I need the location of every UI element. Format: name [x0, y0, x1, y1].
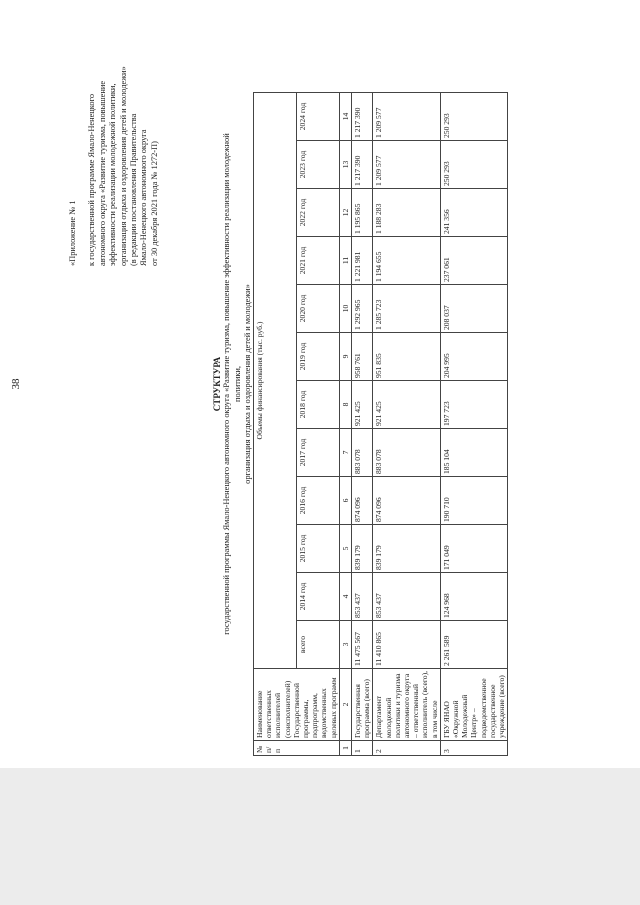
table-cell: 1 285 723	[373, 285, 440, 333]
table-row	[352, 93, 373, 756]
column-number: 11	[339, 237, 351, 285]
table-cell: 11 475 567	[352, 621, 373, 669]
appendix-line: к государственной программе Ямало-Ненецкого	[87, 93, 97, 266]
title-line: организация отдыха и оздоровления детей и молодежи»	[243, 284, 253, 484]
table-cell: 208 037	[440, 285, 507, 333]
header-year: 2018 год	[296, 381, 339, 429]
header-year: 2017 год	[296, 429, 339, 477]
table-cell: 1 195 865	[352, 189, 373, 237]
table-cell: 853 437	[352, 573, 373, 621]
table-year-row	[296, 93, 339, 756]
column-number: 4	[339, 573, 351, 621]
header-year: 2022 год	[296, 189, 339, 237]
column-number: 8	[339, 381, 351, 429]
appendix-line: автономного округа «Развитие туризма, повышение	[97, 80, 107, 266]
column-number: 12	[339, 189, 351, 237]
table-column-number-row	[339, 93, 351, 756]
table-cell: 250 293	[440, 141, 507, 189]
table-cell: 124 968	[440, 573, 507, 621]
table-cell: 951 835	[373, 333, 440, 381]
table-cell: 958 761	[352, 333, 373, 381]
table-cell: 11 410 865	[373, 621, 440, 669]
table-row	[373, 93, 440, 756]
table-cell: 241 356	[440, 189, 507, 237]
table-cell: 921 425	[373, 381, 440, 429]
table-cell: 839 179	[373, 525, 440, 573]
table-cell: 874 096	[352, 477, 373, 525]
appendix-heading: «Приложение № 1	[68, 200, 77, 266]
column-number: 10	[339, 285, 351, 333]
header-year: 2020 год	[296, 285, 339, 333]
column-number: 5	[339, 525, 351, 573]
column-number: 1	[339, 741, 351, 756]
header-year: 2016 год	[296, 477, 339, 525]
row-name: Департамент молодежной политики и туризма автономного округа – ответственный исполнитель (всего), в том числе	[373, 669, 440, 741]
page-number: 38	[10, 378, 22, 390]
table-cell: 883 078	[352, 429, 373, 477]
table-cell: 1 209 577	[373, 141, 440, 189]
table-cell: 1 188 283	[373, 189, 440, 237]
row-number: 1	[352, 741, 373, 756]
header-name: Наименование ответственных исполнителей (соисполнителей) Государственной программы, подпрограмм, ведомственных целевых программ	[254, 669, 340, 741]
table-cell: 204 995	[440, 333, 507, 381]
header-year: 2021 год	[296, 237, 339, 285]
title-main: СТРУКТУРА	[212, 356, 222, 412]
table-cell: 237 061	[440, 237, 507, 285]
row-name: Государственная программа (всего)	[352, 669, 373, 741]
row-name: ГБУ ЯНАО «Окружной Молодежный Центр» – подведомственное государственное учреждение (всего)	[440, 669, 507, 741]
header-year: 2024 год	[296, 93, 339, 141]
header-no: № п/п	[254, 741, 340, 756]
financing-table	[253, 92, 508, 756]
table-cell: 1 221 981	[352, 237, 373, 285]
table-cell: 874 096	[373, 477, 440, 525]
row-number: 2	[373, 741, 440, 756]
header-year: 2023 год	[296, 141, 339, 189]
appendix-line: (в редакции постановления Правительства	[129, 113, 139, 266]
header-year: всего	[296, 621, 339, 669]
column-number: 6	[339, 477, 351, 525]
table-cell: 1 292 965	[352, 285, 373, 333]
table-cell: 185 104	[440, 429, 507, 477]
table-header-row	[254, 93, 297, 756]
header-year: 2015 год	[296, 525, 339, 573]
header-year: 2019 год	[296, 333, 339, 381]
table-cell: 1 217 390	[352, 93, 373, 141]
document-title	[212, 130, 254, 638]
appendix-line: эффективности реализации молодежной политики,	[108, 83, 118, 266]
header-year: 2014 год	[296, 573, 339, 621]
table-cell: 1 209 577	[373, 93, 440, 141]
column-number: 14	[339, 93, 351, 141]
table-cell: 883 078	[373, 429, 440, 477]
table-cell: 250 293	[440, 93, 507, 141]
appendix-line: Ямало-Ненецкого автономного округа	[139, 129, 149, 266]
column-number: 2	[339, 669, 351, 741]
appendix-block	[68, 16, 160, 266]
appendix-line: организация отдыха и оздоровления детей и молодежи»	[118, 66, 128, 266]
column-number: 9	[339, 333, 351, 381]
table-cell: 1 217 390	[352, 141, 373, 189]
table-cell: 1 194 655	[373, 237, 440, 285]
column-number: 7	[339, 429, 351, 477]
table-cell: 197 723	[440, 381, 507, 429]
table-row	[440, 93, 507, 756]
table-cell: 171 049	[440, 525, 507, 573]
table-cell: 853 437	[373, 573, 440, 621]
table-cell: 839 179	[352, 525, 373, 573]
row-number: 3	[440, 741, 507, 756]
column-number: 3	[339, 621, 351, 669]
title-line: государственной программы Ямало-Ненецкого автономного округа «Развитие туризма, повышение эффективности реализации молодежной политики,	[222, 133, 242, 635]
table-cell: 2 261 589	[440, 621, 507, 669]
column-number: 13	[339, 141, 351, 189]
table-cell: 921 425	[352, 381, 373, 429]
table-cell: 190 710	[440, 477, 507, 525]
header-financing-group: Объемы финансирования (тыс. руб.)	[254, 93, 297, 669]
appendix-line: от 30 декабря 2021 года № 1272-П)	[149, 141, 159, 266]
